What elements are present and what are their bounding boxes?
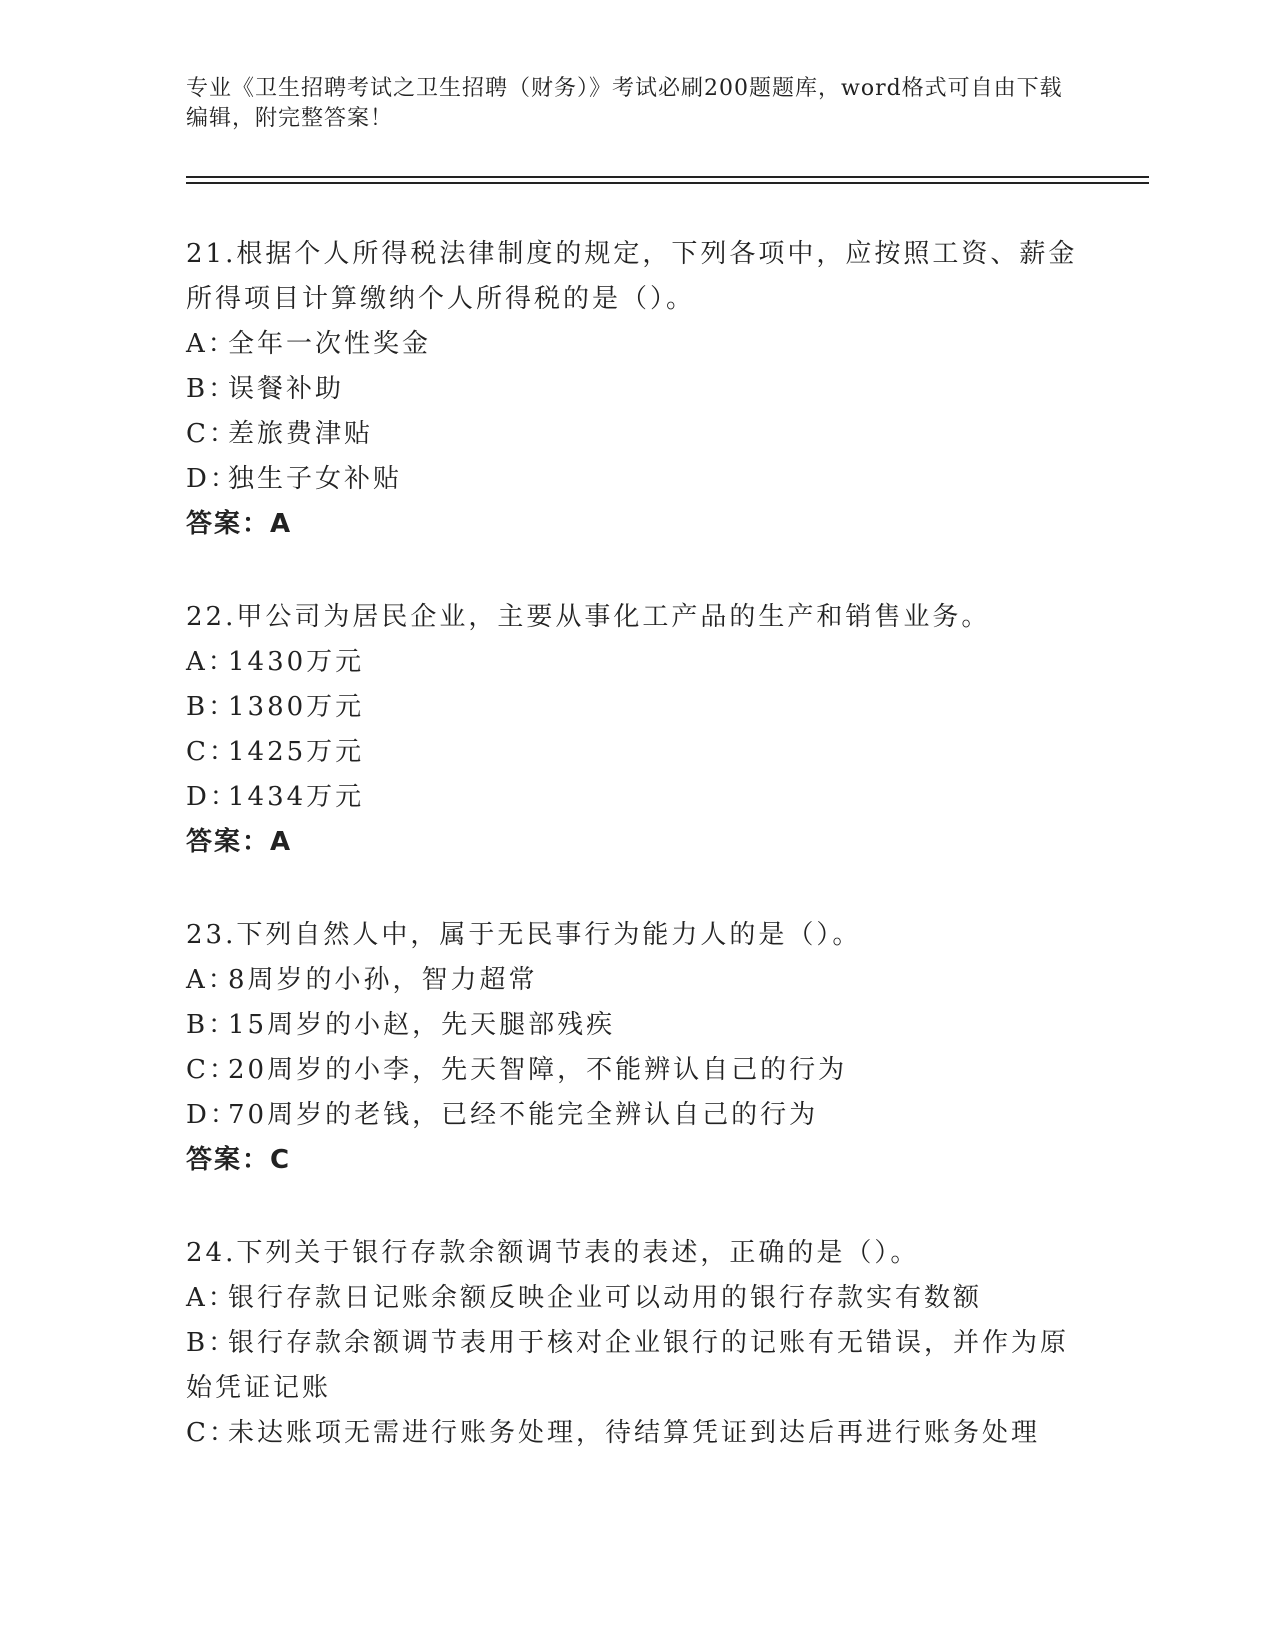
option-letter: A： — [186, 1283, 237, 1313]
option-text: 70周岁的老钱，已经不能完全辨认自己的行为 — [228, 1100, 819, 1130]
header-rule-top — [186, 176, 1149, 178]
option-text: 银行存款日记账余额反映企业可以动用的银行存款实有数额 — [228, 1283, 983, 1313]
option-letter: B： — [186, 374, 238, 404]
option-text: 8周岁的小孙，智力超常 — [228, 965, 538, 995]
option-text: 15周岁的小赵，先天腿部残疾 — [228, 1010, 616, 1040]
question-22 — [186, 595, 1086, 865]
question-stem: 23.下列自然人中，属于无民事行为能力人的是（）。 — [186, 920, 862, 950]
option-text: 1430万元 — [228, 647, 365, 677]
option-c — [186, 730, 1086, 775]
option-d — [186, 775, 1086, 820]
answer-label: 答案：C — [186, 1145, 292, 1175]
option-text: 1380万元 — [228, 692, 365, 722]
question-21 — [186, 232, 1086, 547]
option-letter: C： — [186, 1055, 238, 1085]
option-letter: C： — [186, 419, 238, 449]
option-b — [186, 1321, 1086, 1411]
option-letter: B： — [186, 1328, 238, 1358]
option-letter: B： — [186, 692, 238, 722]
question-24 — [186, 1231, 1086, 1456]
option-letter: C： — [186, 737, 238, 767]
header-rule-bottom — [186, 182, 1149, 184]
option-b — [186, 685, 1086, 730]
option-a — [186, 1276, 1086, 1321]
option-a — [186, 322, 1086, 367]
option-text: 1434万元 — [228, 782, 365, 812]
option-text: 全年一次性奖金 — [228, 329, 432, 359]
option-d — [186, 1093, 1086, 1138]
option-c — [186, 1048, 1086, 1093]
option-text: 20周岁的小李，先天智障，不能辨认自己的行为 — [228, 1055, 848, 1085]
document-header: 专业《卫生招聘考试之卫生招聘（财务）》考试必刷200题题库，word格式可自由下载编辑，附完整答案！ — [186, 76, 1063, 131]
question-list — [186, 232, 1086, 1504]
option-a — [186, 640, 1086, 685]
option-text: 银行存款余额调节表用于核对企业银行的记账有无错误，并作为原始凭证记账 — [186, 1328, 1070, 1403]
option-b — [186, 367, 1086, 412]
option-text: 未达账项无需进行账务处理，待结算凭证到达后再进行账务处理 — [228, 1418, 1041, 1448]
option-letter: D： — [186, 782, 239, 812]
option-letter: B： — [186, 1010, 238, 1040]
option-letter: A： — [186, 329, 237, 359]
question-stem: 24.下列关于银行存款余额调节表的表述，正确的是（）。 — [186, 1238, 920, 1268]
question-stem: 22.甲公司为居民企业，主要从事化工产品的生产和销售业务。 — [186, 602, 991, 632]
option-c — [186, 412, 1086, 457]
option-letter: D： — [186, 1100, 239, 1130]
option-letter: C： — [186, 1418, 238, 1448]
option-letter: D： — [186, 464, 239, 494]
option-c — [186, 1411, 1086, 1456]
option-letter: A： — [186, 647, 237, 677]
answer-label: 答案：A — [186, 509, 293, 539]
option-letter: A： — [186, 965, 237, 995]
option-text: 1425万元 — [228, 737, 365, 767]
answer-label: 答案：A — [186, 827, 293, 857]
option-text: 误餐补助 — [228, 374, 345, 404]
option-text: 差旅费津贴 — [228, 419, 374, 449]
question-23 — [186, 913, 1086, 1183]
option-d — [186, 457, 1086, 502]
option-text: 独生子女补贴 — [228, 464, 403, 494]
option-b — [186, 1003, 1086, 1048]
option-a — [186, 958, 1086, 1003]
question-stem: 21.根据个人所得税法律制度的规定，下列各项中，应按照工资、薪金所得项目计算缴纳个人所得税的是（）。 — [186, 239, 1078, 314]
